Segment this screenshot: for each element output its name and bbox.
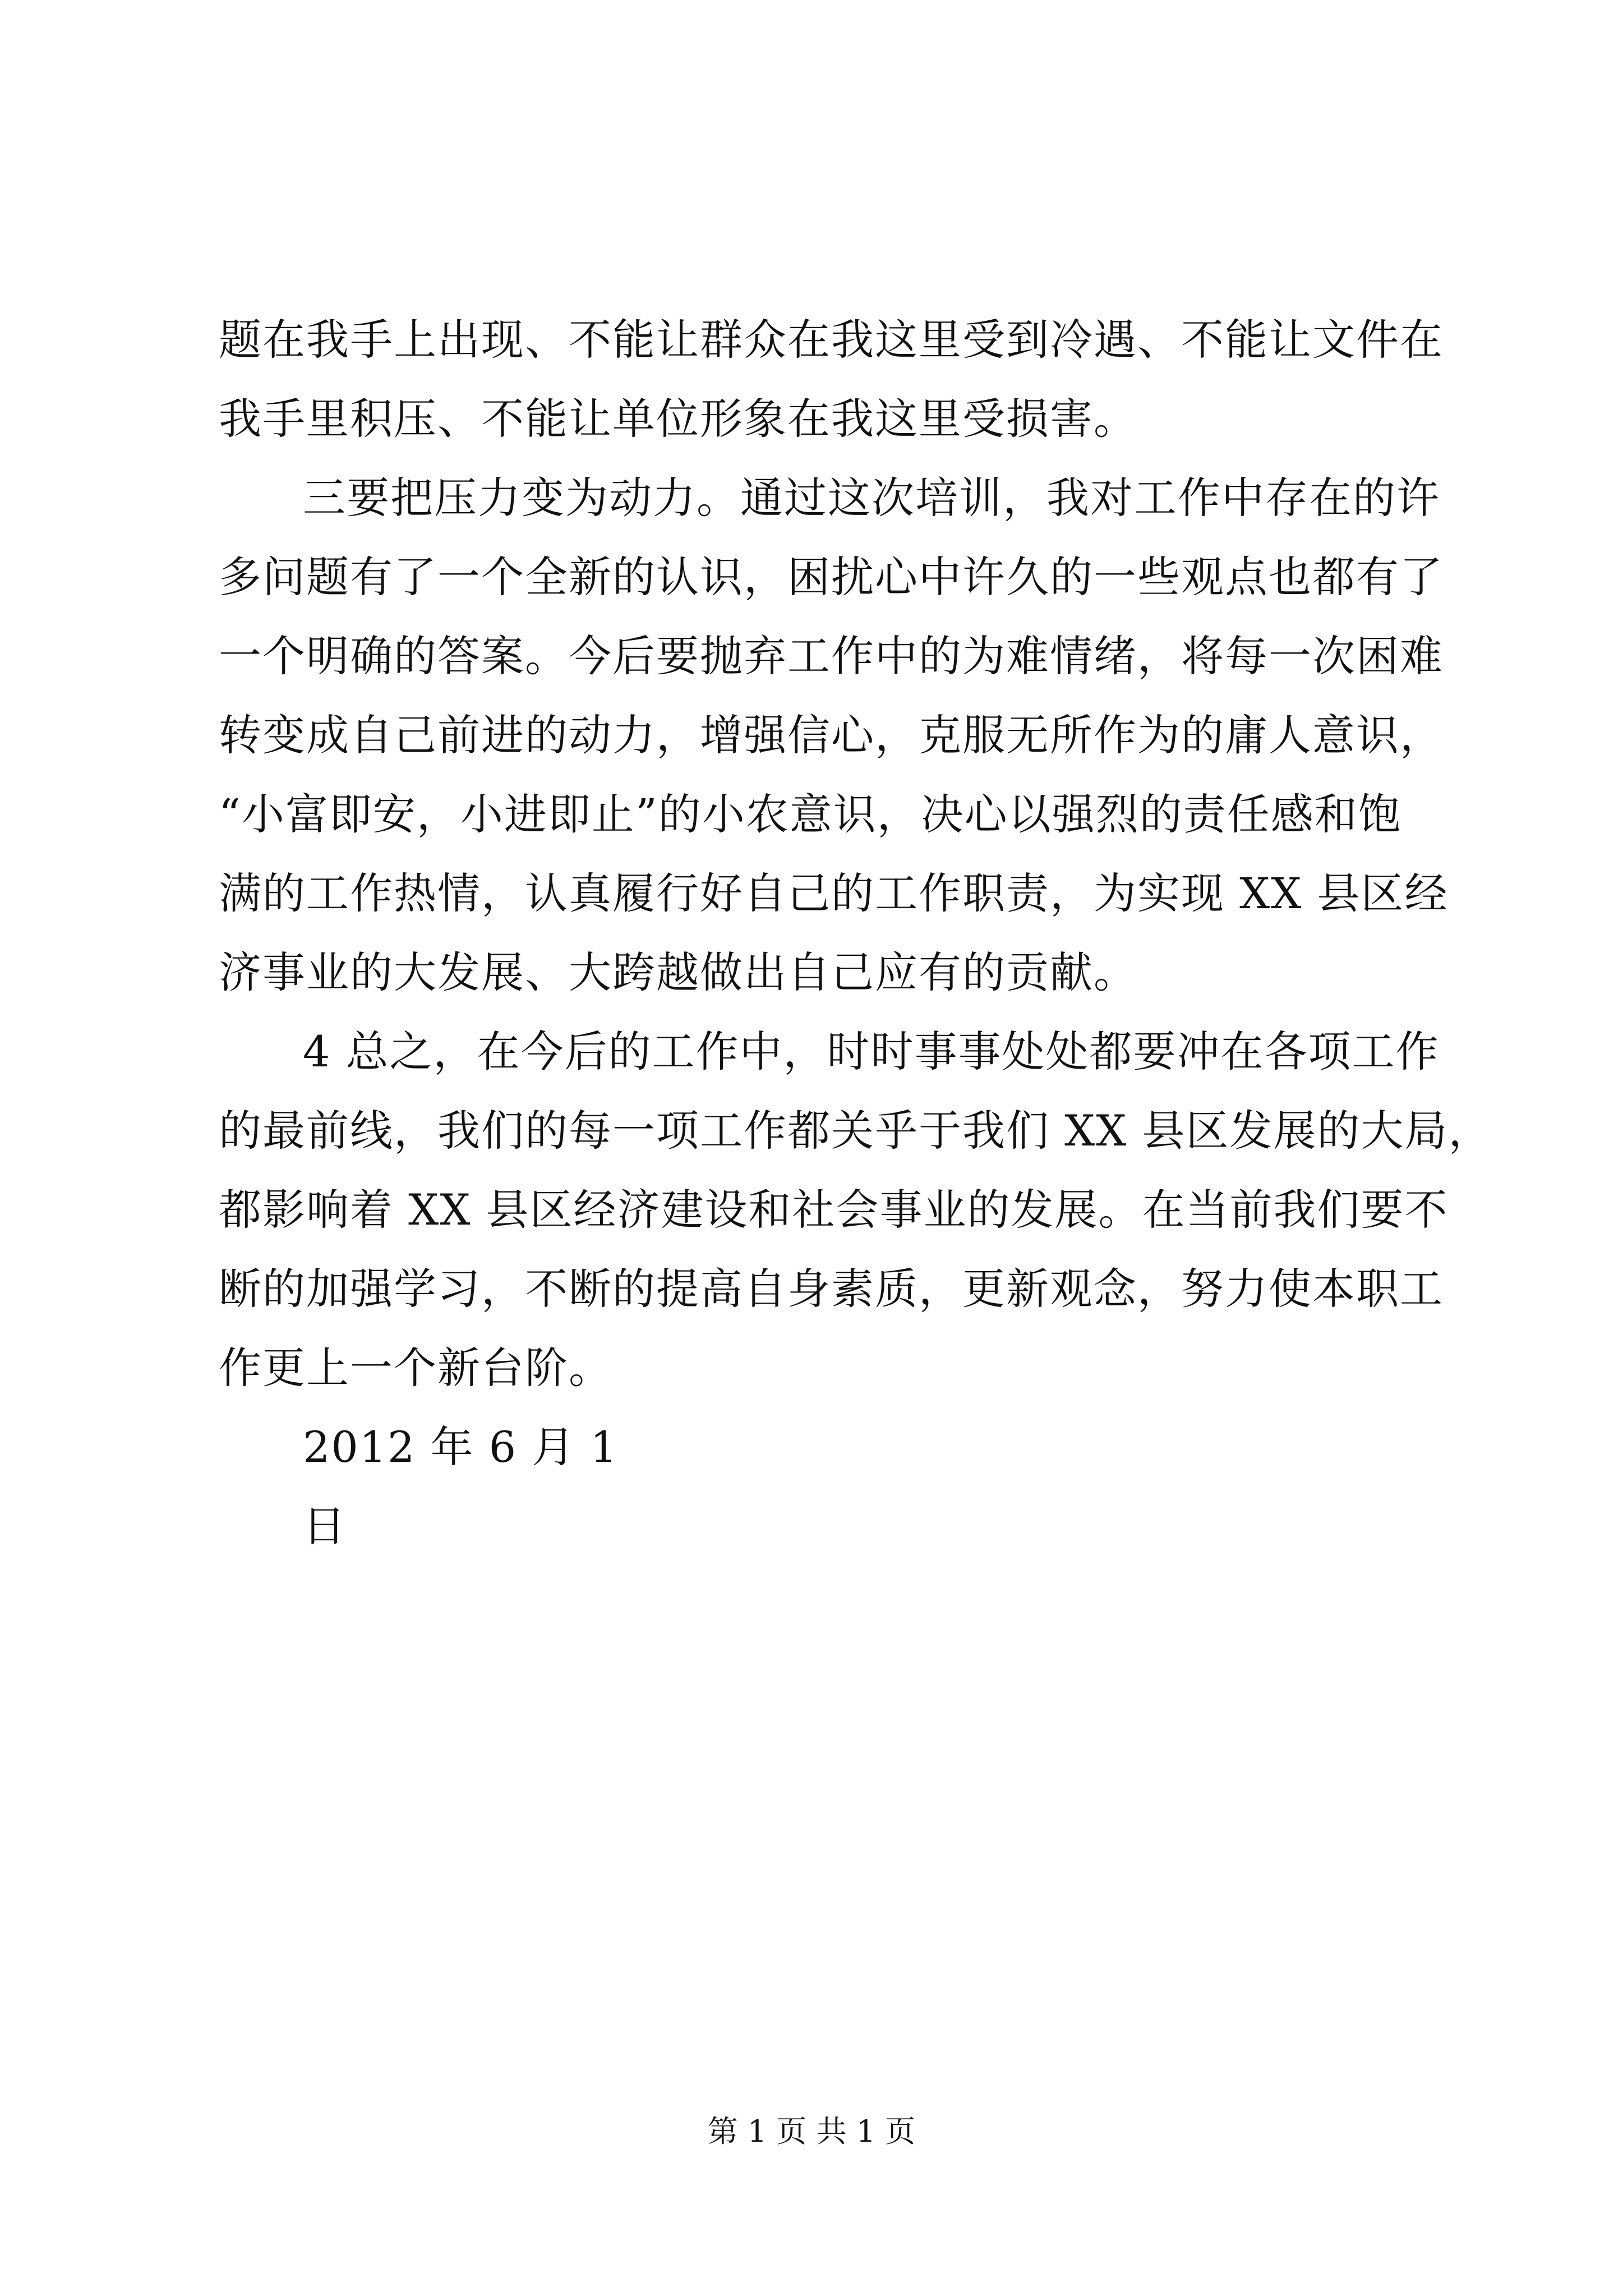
body-text-line: 断的加强学习，不断的提高自身素质，更新观念，努力使本职工 [219,1264,1444,1314]
body-text-line: 我手里积压、不能让单位形象在我这里受损害。 [219,394,1137,444]
body-text-line: 题在我手上出现、不能让群众在我这里受到冷遇、不能让文件在 [219,315,1444,365]
paragraph-start-line: 4 总之，在今后的工作中，时时事事处处都要冲在各项工作 [303,1027,1440,1076]
body-text-line: 都影响着 XX 县区经济建设和社会事业的发展。在当前我们要不 [219,1185,1449,1235]
paragraph-start-line: 三要把压力变为动力。通过这次培训，我对工作中存在的许 [303,473,1440,523]
body-text-line: 转变成自己前进的动力，增强信心，克服无所作为的庸人意识， [219,710,1444,760]
date-day-line: 日 [303,1501,347,1551]
body-text-line: 作更上一个新台阶。 [219,1343,612,1393]
body-text-line: “小富即安，小进即止”的小农意识，决心以强烈的责任感和饱 [219,789,1402,839]
body-text-line: 多问题有了一个全新的认识，困扰心中许久的一些观点也都有了 [219,552,1444,602]
page-footer: 第 1 页 共 1 页 [707,2114,916,2149]
body-text-line: 满的工作热情，认真履行好自己的工作职责，为实现 XX 县区经 [219,868,1449,918]
body-text-line: 济事业的大发展、大跨越做出自己应有的贡献。 [219,947,1137,997]
body-text-line: 的最前线，我们的每一项工作都关乎于我们 XX 县区发展的大局， [219,1106,1492,1156]
date-line: 2012 年 6 月 1 [303,1422,619,1472]
body-text-line: 一个明确的答案。今后要抛弃工作中的为难情绪，将每一次困难 [219,631,1444,681]
